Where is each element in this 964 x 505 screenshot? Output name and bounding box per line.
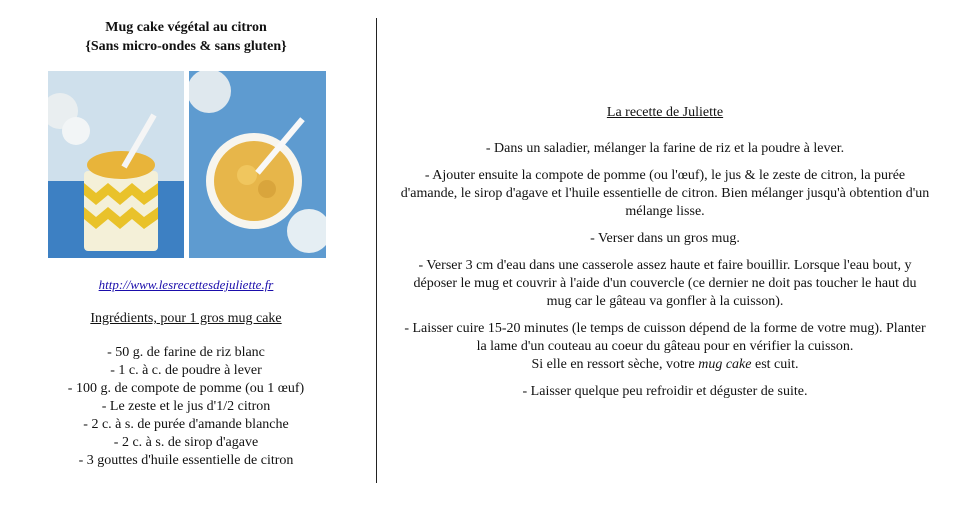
step-fragment-italic: mug cake — [698, 357, 752, 372]
method-heading: La recette de Juliette — [606, 105, 724, 120]
step-text: - Ajouter ensuite la compote de pomme (ou l'œuf), le jus & le zeste de citron, la purée d'amande, le sirop d'agave et l'huile essentielle de citron. Bien mélanger jusqu'à obtention d'un mélange lisse. — [400, 168, 930, 219]
website-link[interactable]: http://www.lesrecettesdejuliette.fr — [98, 277, 274, 292]
step-text: - Verser dans un gros mug. — [590, 231, 740, 246]
list-item: - 3 gouttes d'huile essentielle de citron — [78, 453, 294, 468]
mug-image — [48, 71, 184, 258]
recipe-subtitle: {Sans micro-ondes & sans gluten} — [85, 39, 287, 54]
list-item: - 2 c. à s. de purée d'amande blanche — [83, 417, 289, 432]
ingredients-list — [30, 344, 342, 470]
right-column — [400, 104, 930, 410]
column-divider — [376, 18, 377, 483]
photo-collage — [48, 71, 326, 258]
list-item: - 100 g. de compote de pomme (ou 1 œuf) — [67, 381, 305, 396]
step-text-continued — [400, 356, 930, 374]
mug-top-image — [189, 71, 326, 258]
step-fragment: est cuit. — [751, 357, 799, 372]
mug-cake-photo-left — [48, 71, 184, 258]
recipe-title: Mug cake végétal au citron — [105, 20, 267, 35]
list-item: - 2 c. à s. de sirop d'agave — [113, 435, 259, 450]
list-item: - Le zeste et le jus d'1/2 citron — [101, 399, 271, 414]
step-text: - Verser 3 cm d'eau dans une casserole assez haute et faire bouillir. Lorsque l'eau bout, y déposer le mug et couvrir à l'aide d'un couvercle (ce dernier ne doit pas toucher le haut du mug car le gâteau va gonfler à la cuisson). — [413, 258, 917, 309]
step-fragment: Si elle en ressort sèche, votre — [531, 357, 699, 372]
step-text: - Laisser cuire 15-20 minutes (le temps de cuisson dépend de la forme de votre mug). Planter la lame d'un couteau au coeur du gâteau pour en vérifier la cuisson. — [404, 321, 926, 354]
list-item: - 1 c. à c. de poudre à lever — [110, 363, 262, 378]
list-item: - 50 g. de farine de riz blanc — [107, 345, 265, 360]
mug-cake-photo-right — [189, 71, 326, 258]
step-text: - Dans un saladier, mélanger la farine de riz et la poudre à lever. — [485, 141, 845, 156]
ingredients-heading: Ingrédients, pour 1 gros mug cake — [90, 311, 282, 326]
left-column — [30, 18, 342, 470]
step-text: - Laisser quelque peu refroidir et déguster de suite. — [522, 384, 808, 399]
